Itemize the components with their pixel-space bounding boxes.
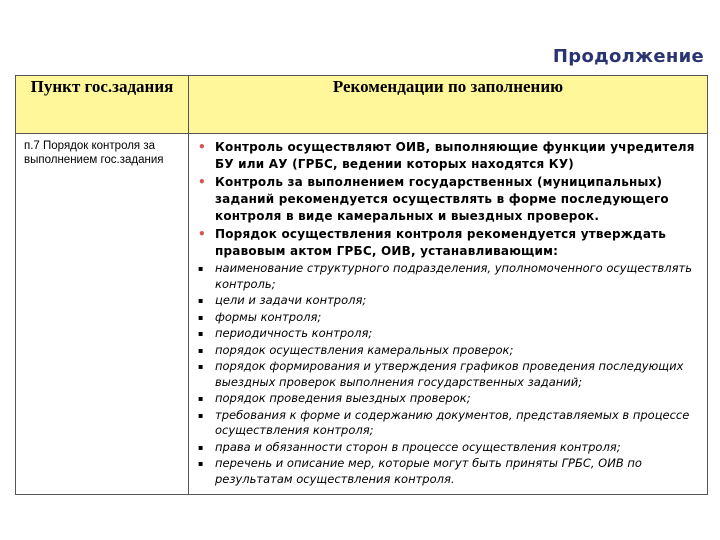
list-item	[195, 456, 699, 487]
table-header-row	[16, 76, 708, 134]
bullet-text: формы контроля;	[215, 309, 322, 324]
list-item	[195, 174, 699, 225]
square-bullet-icon: ▪	[198, 296, 204, 305]
square-bullet-icon: ▪	[198, 312, 204, 322]
table-row	[16, 134, 708, 495]
square-bullet-icon: ▪	[198, 410, 204, 420]
bullet-text: перечень и описание мер, которые могут быть приняты ГРБС, ОИВ по результатам осуществления контроля.	[215, 456, 642, 486]
col-header-item: Пункт гос.задания	[16, 76, 189, 134]
list-item	[195, 310, 699, 326]
square-bullet-icon: ▪	[198, 329, 204, 338]
square-bullet-icon: ▪	[198, 442, 204, 452]
list-item	[195, 343, 699, 359]
bullet-text: периодичность контроля;	[215, 326, 373, 340]
recommendations-cell	[189, 134, 708, 495]
bullet-text: порядок формирования и утверждения графиков проведения последующих выездных проверок выполнения государственных заданий;	[215, 359, 684, 389]
list-item	[195, 293, 699, 309]
bullet-text: порядок осуществления камеральных проверок;	[215, 342, 514, 357]
bullet-text: требования к форме и содержанию документов, представляемых в процессе осуществления контроля;	[215, 407, 690, 437]
square-bullet-icon: ▪	[198, 264, 204, 273]
square-bullet-icon: ▪	[198, 394, 204, 403]
recommendations-table	[15, 75, 708, 495]
square-bullet-icon: ▪	[198, 362, 204, 371]
list-item	[195, 408, 699, 439]
bullet-icon: •	[198, 140, 206, 154]
bullet-text: Контроль за выполнением государственных (муниципальных) заданий рекомендуется осуществлять в форме последующего контроля в виде камеральных и выездных проверок.	[215, 175, 669, 223]
bullet-text: права и обязанности сторон в процессе осуществления контроля;	[215, 439, 621, 454]
list-item	[195, 440, 699, 456]
list-item	[195, 261, 699, 292]
bullet-icon: •	[198, 227, 206, 241]
recommendations-list	[195, 139, 699, 487]
list-item	[195, 391, 699, 407]
col-header-recommendations: Рекомендации по заполнению	[189, 76, 708, 134]
bullet-text: цели и задачи контроля;	[215, 293, 367, 307]
square-bullet-icon: ▪	[198, 345, 204, 355]
list-item	[195, 359, 699, 390]
list-item	[195, 139, 699, 173]
bullet-text: порядок проведения выездных проверок;	[215, 391, 471, 405]
list-item	[195, 226, 699, 260]
item-cell: п.7 Порядок контроля за выполнением гос.задания	[16, 134, 189, 495]
bullet-text: Контроль осуществляют ОИВ, выполняющие функции учредителя БУ или АУ (ГРБС, ведении которых находятся КУ)	[215, 140, 695, 171]
list-item	[195, 326, 699, 342]
continuation-label: Продолжение	[552, 46, 704, 67]
bullet-text: Порядок осуществления контроля рекомендуется утверждать правовым актом ГРБС, ОИВ, устанавливающим:	[215, 227, 667, 258]
bullet-icon: •	[198, 175, 206, 189]
bullet-text: наименование структурного подразделения, уполномоченного осуществлять контроль;	[215, 261, 692, 291]
square-bullet-icon: ▪	[198, 459, 204, 468]
